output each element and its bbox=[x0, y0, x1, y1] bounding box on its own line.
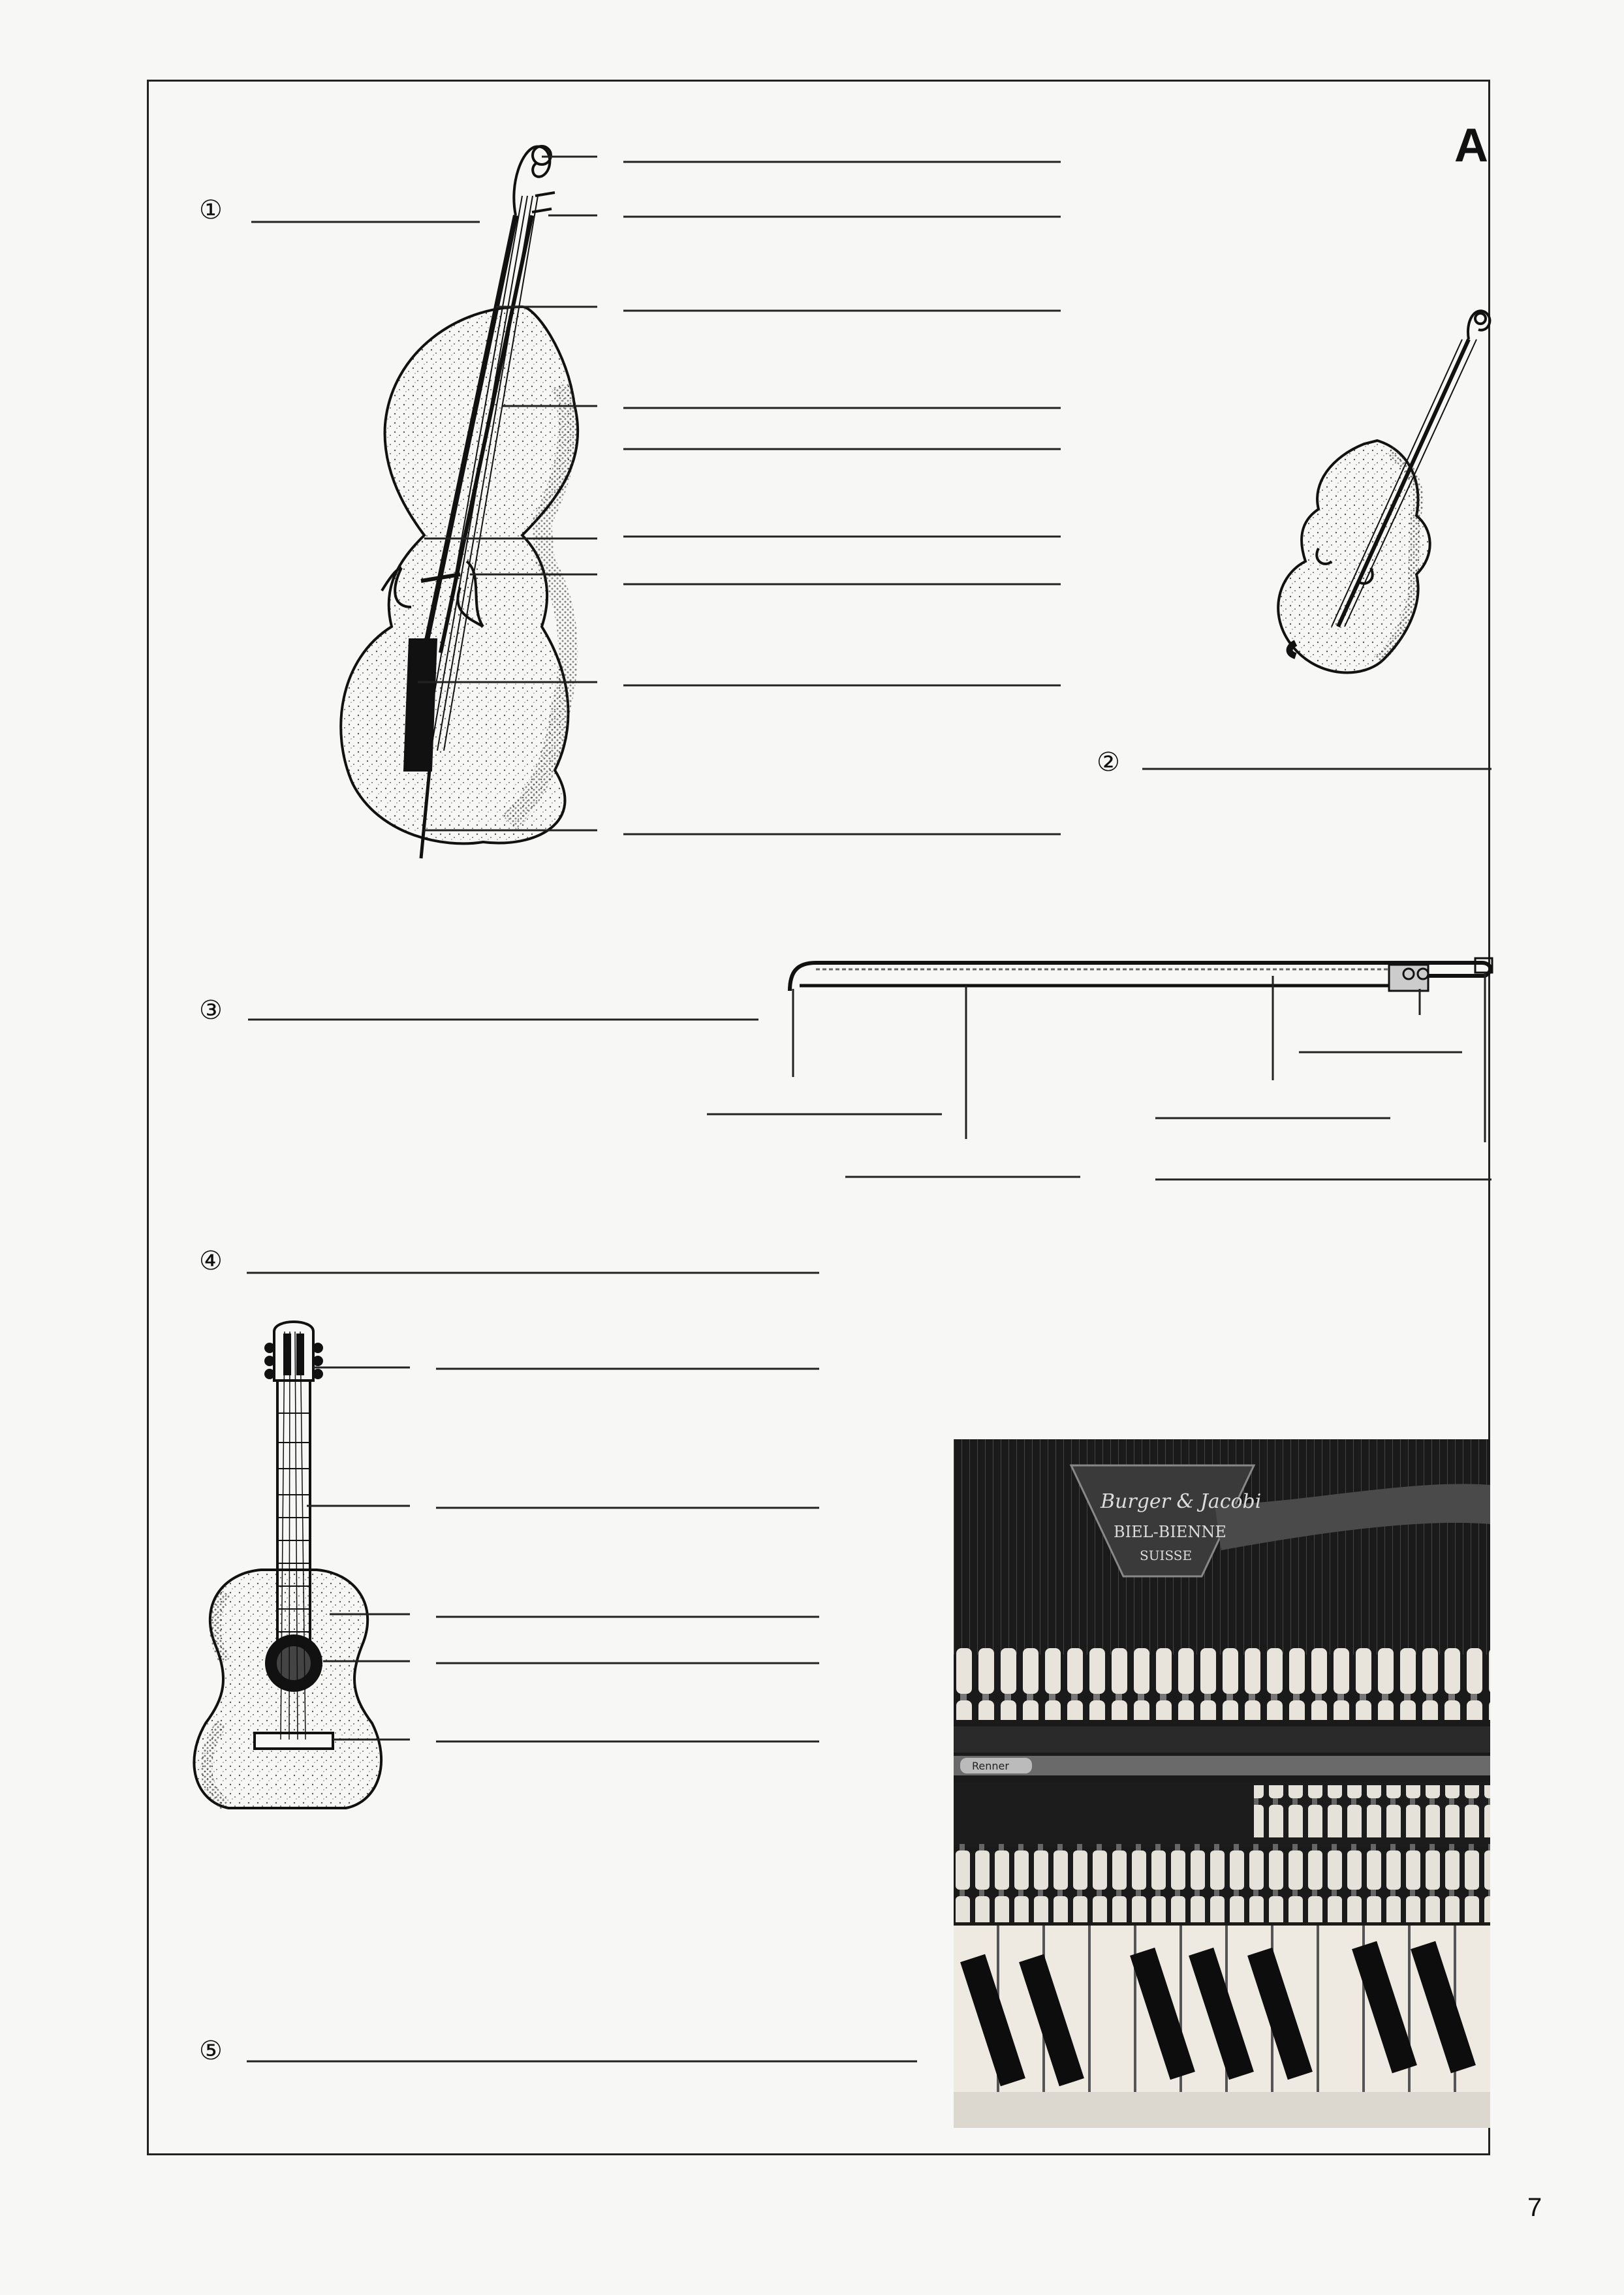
brand-city-text: BIEL-BIENNE bbox=[1114, 1523, 1226, 1541]
page-number: 7 bbox=[1527, 2193, 1542, 2222]
cello-illustration bbox=[341, 146, 578, 858]
item-number-1: ① bbox=[199, 195, 223, 225]
rail-label-text: Renner bbox=[972, 1760, 1009, 1772]
brand-plate-text: Burger & Jacobi bbox=[1101, 1490, 1262, 1513]
piano-action-image bbox=[954, 1439, 1490, 2128]
section-letter: A bbox=[1454, 119, 1488, 172]
item-number-5: ⑤ bbox=[199, 2036, 223, 2066]
brand-country-text: SUISSE bbox=[1140, 1548, 1193, 1563]
item-number-3: ③ bbox=[199, 995, 223, 1025]
item-number-2: ② bbox=[1097, 747, 1120, 777]
guitar-illustration bbox=[194, 1322, 381, 1808]
bow-illustration bbox=[790, 958, 1492, 991]
item-number-4: ④ bbox=[199, 1246, 223, 1276]
bow-label-lines bbox=[248, 973, 1491, 1179]
piano-photo bbox=[954, 1439, 1490, 2128]
violin-illustration bbox=[1278, 311, 1490, 672]
